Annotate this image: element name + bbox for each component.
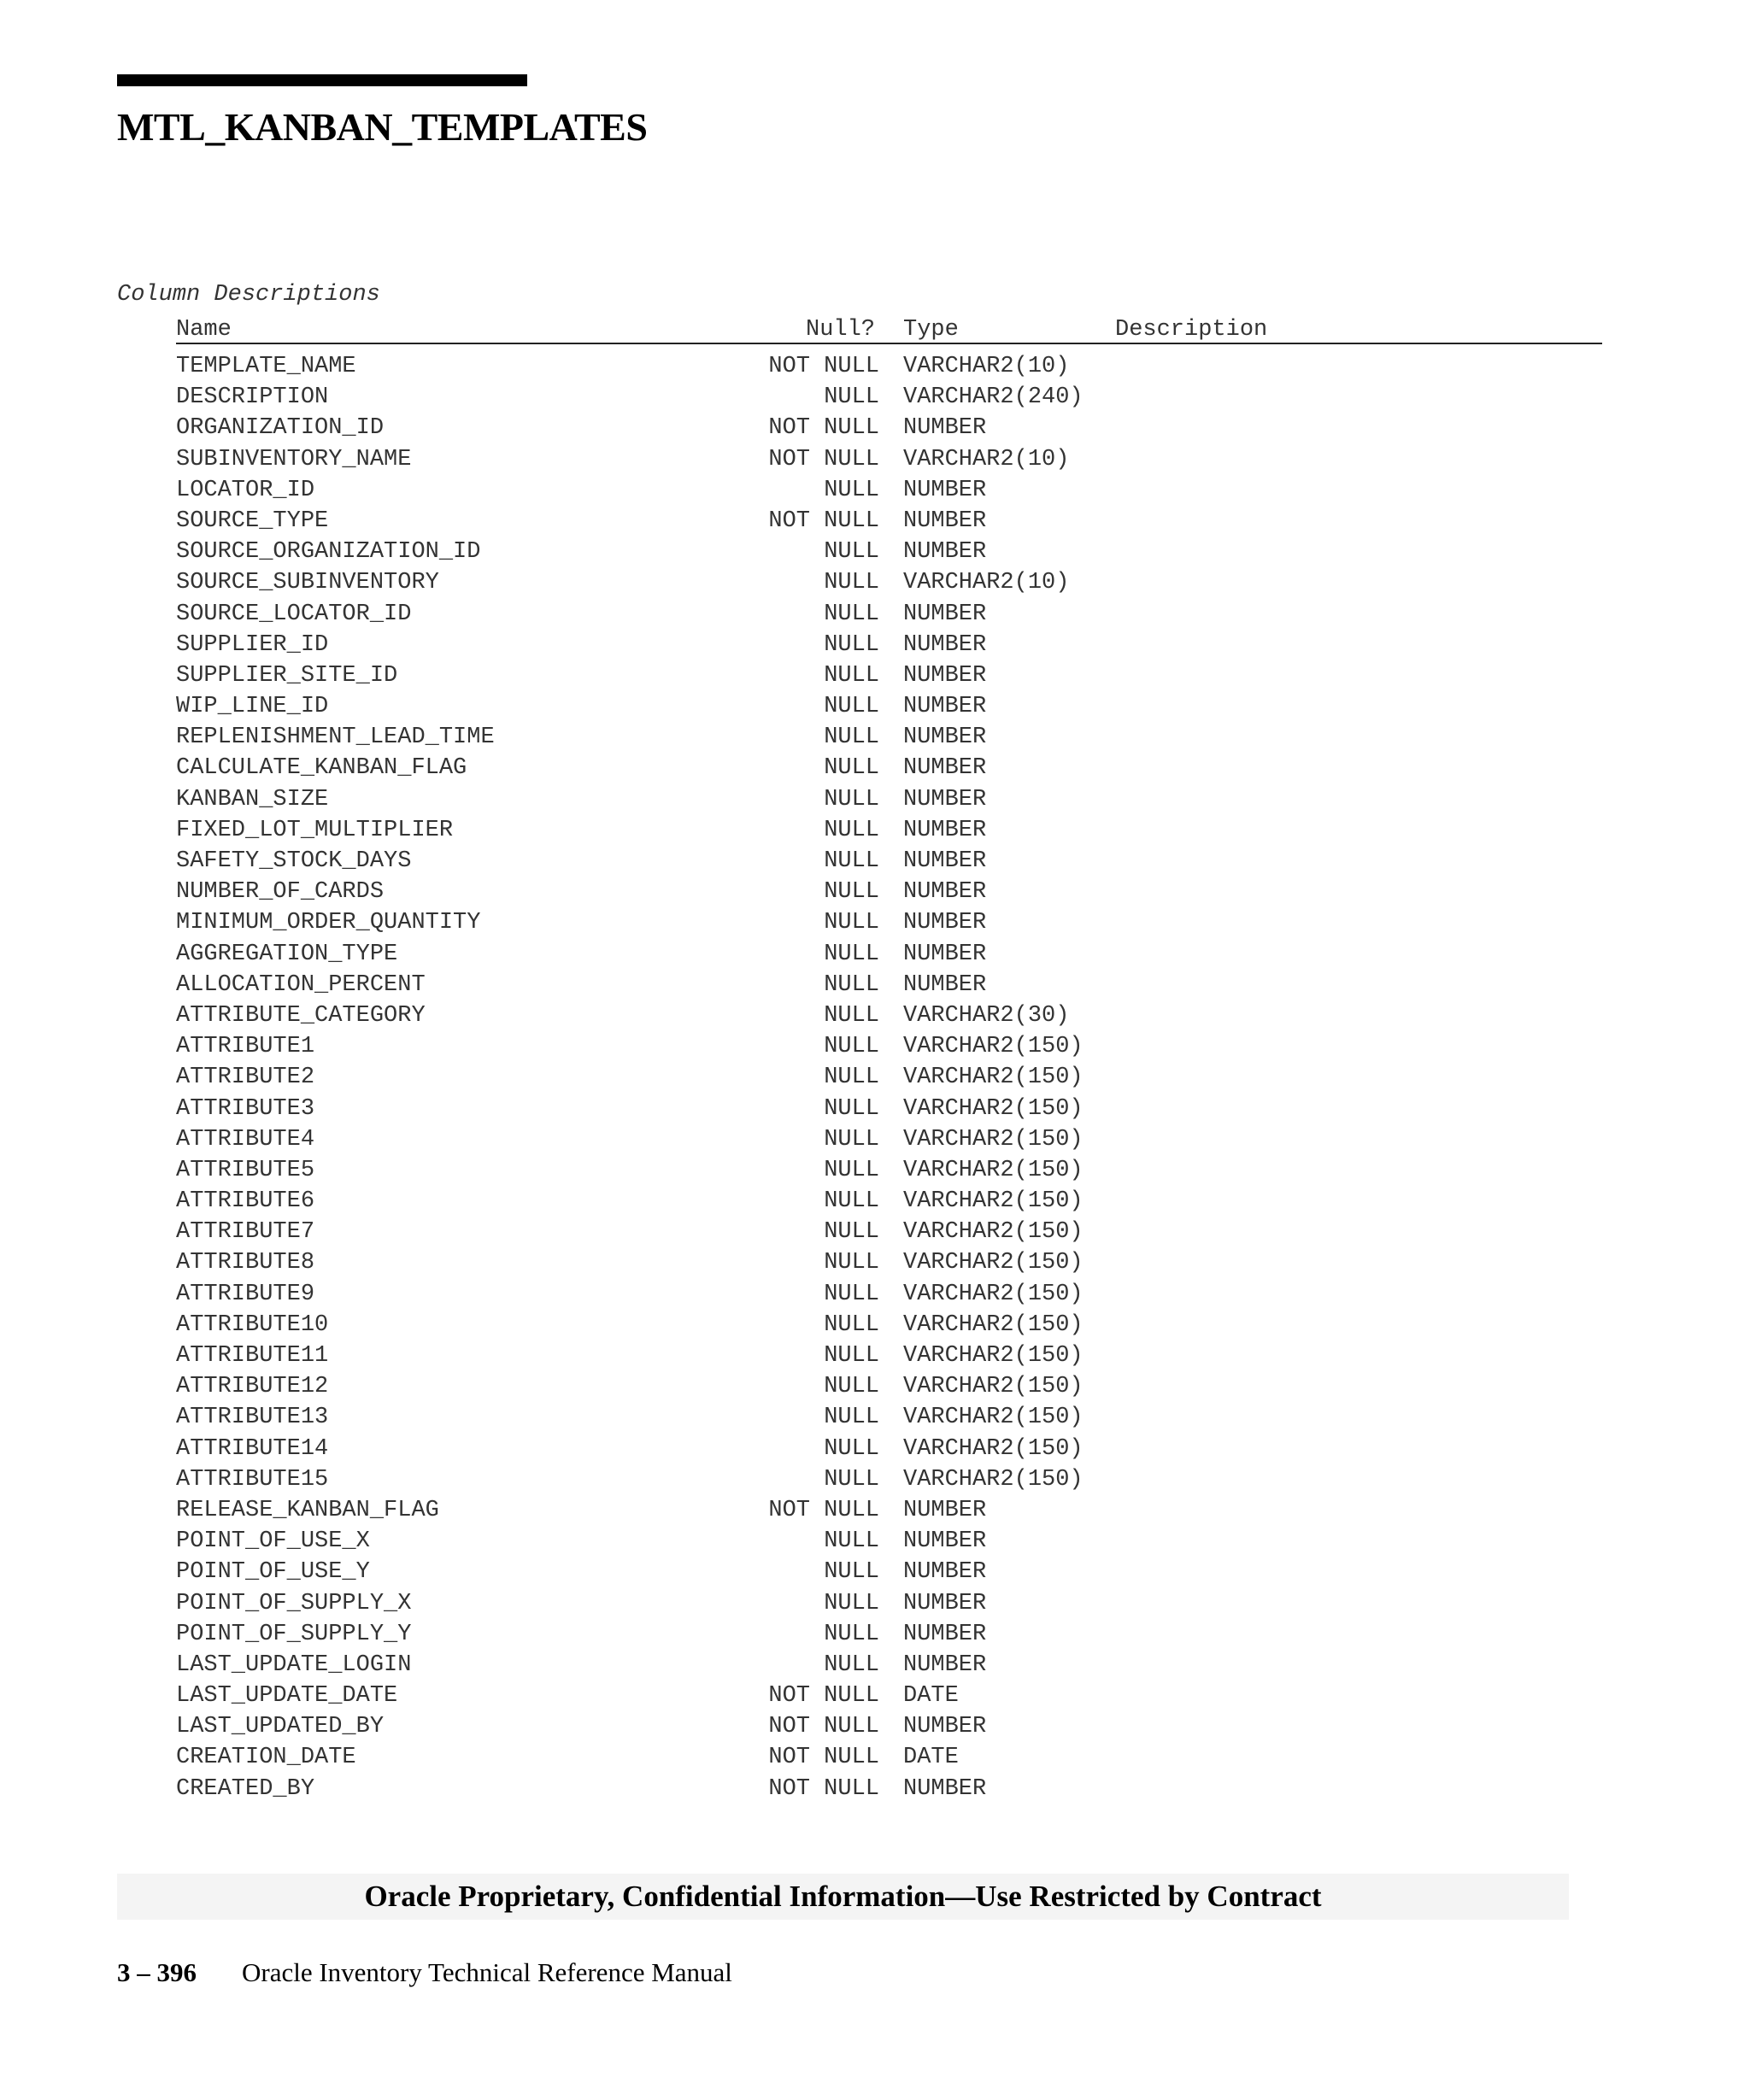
column-null: NULL xyxy=(824,1374,879,1400)
column-name: ATTRIBUTE10 xyxy=(176,1311,329,1338)
table-row xyxy=(0,1650,1750,1681)
column-type: VARCHAR2(150) xyxy=(903,1157,1083,1183)
table-row xyxy=(0,1619,1750,1650)
column-null: NULL xyxy=(824,1651,879,1678)
column-null: NULL xyxy=(824,1435,879,1462)
table-row xyxy=(0,939,1750,970)
header-null: Null? xyxy=(806,317,876,343)
table-row xyxy=(0,1588,1750,1619)
column-type: NUMBER xyxy=(903,601,987,627)
column-type: VARCHAR2(150) xyxy=(903,1343,1083,1369)
column-null: NULL xyxy=(824,786,879,812)
column-name: LOCATOR_ID xyxy=(176,477,315,503)
column-type: NUMBER xyxy=(903,1775,987,1802)
table-row xyxy=(0,1774,1750,1804)
column-null: NULL xyxy=(824,971,879,998)
column-type: VARCHAR2(150) xyxy=(903,1095,1083,1122)
column-null: NULL xyxy=(824,1590,879,1616)
column-type: VARCHAR2(10) xyxy=(903,446,1070,472)
column-type: NUMBER xyxy=(903,786,987,812)
column-type: NUMBER xyxy=(903,1590,987,1616)
column-name: LAST_UPDATE_DATE xyxy=(176,1683,398,1710)
column-null: NULL xyxy=(824,1281,879,1307)
column-null: NOT NULL xyxy=(768,1775,879,1802)
table-row xyxy=(0,1247,1750,1278)
table-row xyxy=(0,970,1750,1000)
column-name: ATTRIBUTE_CATEGORY xyxy=(176,1002,426,1029)
table-row xyxy=(0,815,1750,846)
column-null: NULL xyxy=(824,631,879,658)
column-name: SUPPLIER_SITE_ID xyxy=(176,662,398,689)
table-row xyxy=(0,599,1750,630)
column-null: NULL xyxy=(824,724,879,751)
table-row xyxy=(0,413,1750,443)
table-row xyxy=(0,1186,1750,1217)
table-row xyxy=(0,382,1750,413)
column-name: KANBAN_SIZE xyxy=(176,786,329,812)
column-name: SUPPLIER_ID xyxy=(176,631,329,658)
column-name: FIXED_LOT_MULTIPLIER xyxy=(176,817,454,843)
table-row xyxy=(0,1340,1750,1371)
column-type: NUMBER xyxy=(903,694,987,720)
table-row xyxy=(0,1371,1750,1402)
page-title: MTL_KANBAN_TEMPLATES xyxy=(117,105,648,149)
table-row xyxy=(0,1434,1750,1464)
column-name: ATTRIBUTE6 xyxy=(176,1188,315,1215)
column-name: SOURCE_TYPE xyxy=(176,507,329,534)
table-row xyxy=(0,506,1750,537)
column-null: NULL xyxy=(824,1219,879,1246)
table-row xyxy=(0,567,1750,598)
column-name: POINT_OF_USE_Y xyxy=(176,1559,370,1586)
column-name: MINIMUM_ORDER_QUANTITY xyxy=(176,910,481,936)
column-type: VARCHAR2(150) xyxy=(903,1405,1083,1431)
header-name: Name xyxy=(176,317,232,343)
column-type: NUMBER xyxy=(903,1528,987,1555)
column-type: NUMBER xyxy=(903,662,987,689)
title-rule xyxy=(117,74,527,86)
column-type: NUMBER xyxy=(903,1497,987,1523)
header-rule xyxy=(176,343,1602,344)
table-row xyxy=(0,722,1750,753)
column-null: NOT NULL xyxy=(768,1714,879,1740)
column-null: NOT NULL xyxy=(768,415,879,442)
column-null: NULL xyxy=(824,1405,879,1431)
column-null: NULL xyxy=(824,1157,879,1183)
column-type: VARCHAR2(150) xyxy=(903,1250,1083,1276)
table-row xyxy=(0,660,1750,691)
column-null: NULL xyxy=(824,1002,879,1029)
table-row xyxy=(0,784,1750,815)
table-row xyxy=(0,351,1750,382)
column-type: NUMBER xyxy=(903,415,987,442)
table-row xyxy=(0,907,1750,938)
column-name: ATTRIBUTE15 xyxy=(176,1466,329,1493)
column-null: NULL xyxy=(824,1034,879,1060)
table-row xyxy=(0,1711,1750,1742)
column-name: DESCRIPTION xyxy=(176,384,329,411)
column-type: VARCHAR2(150) xyxy=(903,1435,1083,1462)
column-name: CREATED_BY xyxy=(176,1775,315,1802)
column-type: VARCHAR2(150) xyxy=(903,1281,1083,1307)
column-name: AGGREGATION_TYPE xyxy=(176,941,398,967)
column-null: NULL xyxy=(824,601,879,627)
column-null: NULL xyxy=(824,1528,879,1555)
column-null: NULL xyxy=(824,941,879,967)
column-type: VARCHAR2(150) xyxy=(903,1311,1083,1338)
column-null: NULL xyxy=(824,1095,879,1122)
column-null: NULL xyxy=(824,539,879,566)
table-row xyxy=(0,1094,1750,1124)
column-null: NULL xyxy=(824,1188,879,1215)
table-row xyxy=(0,753,1750,783)
column-null: NULL xyxy=(824,1621,879,1647)
column-null: NULL xyxy=(824,694,879,720)
column-null: NULL xyxy=(824,848,879,874)
table-row xyxy=(0,475,1750,506)
column-name: SOURCE_SUBINVENTORY xyxy=(176,570,439,596)
column-name: ORGANIZATION_ID xyxy=(176,415,385,442)
column-name: LAST_UPDATED_BY xyxy=(176,1714,385,1740)
column-name: CALCULATE_KANBAN_FLAG xyxy=(176,755,467,782)
confidential-banner: Oracle Proprietary, Confidential Information––Use Restricted by Contract xyxy=(117,1874,1569,1920)
column-null: NULL xyxy=(824,1126,879,1153)
column-type: NUMBER xyxy=(903,755,987,782)
column-name: SOURCE_ORGANIZATION_ID xyxy=(176,539,481,566)
column-type: NUMBER xyxy=(903,817,987,843)
column-type: NUMBER xyxy=(903,507,987,534)
column-type: NUMBER xyxy=(903,941,987,967)
column-name: WIP_LINE_ID xyxy=(176,694,329,720)
table-row xyxy=(0,1000,1750,1031)
table-row xyxy=(0,1310,1750,1340)
column-null: NULL xyxy=(824,1343,879,1369)
table-row xyxy=(0,537,1750,567)
column-null: NULL xyxy=(824,1065,879,1091)
table-row xyxy=(0,1464,1750,1495)
column-name: ATTRIBUTE3 xyxy=(176,1095,315,1122)
header-description: Description xyxy=(1115,317,1268,343)
column-type: VARCHAR2(150) xyxy=(903,1219,1083,1246)
column-null: NOT NULL xyxy=(768,1497,879,1523)
column-type: NUMBER xyxy=(903,1559,987,1586)
column-type: VARCHAR2(150) xyxy=(903,1188,1083,1215)
section-label: Column Descriptions xyxy=(117,282,380,308)
page-number: 3 – 396 xyxy=(117,1957,197,1987)
table-row xyxy=(0,1495,1750,1526)
table-row xyxy=(0,1402,1750,1433)
column-type: NUMBER xyxy=(903,1621,987,1647)
column-name: ATTRIBUTE8 xyxy=(176,1250,315,1276)
column-name: ATTRIBUTE11 xyxy=(176,1343,329,1369)
column-name: POINT_OF_SUPPLY_Y xyxy=(176,1621,412,1647)
column-name: LAST_UPDATE_LOGIN xyxy=(176,1651,412,1678)
column-type: NUMBER xyxy=(903,848,987,874)
column-name: ATTRIBUTE7 xyxy=(176,1219,315,1246)
column-name: CREATION_DATE xyxy=(176,1745,356,1771)
column-type: NUMBER xyxy=(903,879,987,906)
column-null: NOT NULL xyxy=(768,1745,879,1771)
column-name: SAFETY_STOCK_DAYS xyxy=(176,848,412,874)
column-name: SUBINVENTORY_NAME xyxy=(176,446,412,472)
column-null: NULL xyxy=(824,1559,879,1586)
column-null: NOT NULL xyxy=(768,507,879,534)
column-null: NULL xyxy=(824,570,879,596)
column-name: ATTRIBUTE12 xyxy=(176,1374,329,1400)
table-row xyxy=(0,1557,1750,1587)
table-row xyxy=(0,877,1750,907)
column-name: ATTRIBUTE14 xyxy=(176,1435,329,1462)
column-type: NUMBER xyxy=(903,631,987,658)
column-type: VARCHAR2(150) xyxy=(903,1374,1083,1400)
column-name: ATTRIBUTE5 xyxy=(176,1157,315,1183)
table-row xyxy=(0,1031,1750,1062)
column-name: ATTRIBUTE4 xyxy=(176,1126,315,1153)
column-name: REPLENISHMENT_LEAD_TIME xyxy=(176,724,495,751)
column-type: NUMBER xyxy=(903,1714,987,1740)
manual-title: Oracle Inventory Technical Reference Manual xyxy=(242,1957,732,1987)
column-name: NUMBER_OF_CARDS xyxy=(176,879,385,906)
column-null: NOT NULL xyxy=(768,354,879,379)
column-null: NULL xyxy=(824,879,879,906)
column-name: ATTRIBUTE1 xyxy=(176,1034,315,1060)
column-null: NULL xyxy=(824,755,879,782)
header-type: Type xyxy=(903,317,959,343)
column-type: VARCHAR2(150) xyxy=(903,1034,1083,1060)
table-row xyxy=(0,846,1750,877)
column-name: ATTRIBUTE13 xyxy=(176,1405,329,1431)
table-row xyxy=(0,1062,1750,1093)
column-type: VARCHAR2(150) xyxy=(903,1065,1083,1091)
column-null: NULL xyxy=(824,477,879,503)
column-name: POINT_OF_USE_X xyxy=(176,1528,370,1555)
column-type: VARCHAR2(10) xyxy=(903,570,1070,596)
column-null: NULL xyxy=(824,662,879,689)
column-null: NULL xyxy=(824,384,879,411)
column-null: NULL xyxy=(824,910,879,936)
column-type: NUMBER xyxy=(903,910,987,936)
column-null: NULL xyxy=(824,1311,879,1338)
table-row xyxy=(0,630,1750,660)
column-name: TEMPLATE_NAME xyxy=(176,354,356,379)
column-type: VARCHAR2(10) xyxy=(903,354,1070,379)
column-null: NULL xyxy=(824,817,879,843)
column-type: DATE xyxy=(903,1745,959,1771)
table-row xyxy=(0,1155,1750,1186)
column-type: VARCHAR2(150) xyxy=(903,1466,1083,1493)
column-type: DATE xyxy=(903,1683,959,1710)
table-row xyxy=(0,1526,1750,1557)
column-name: SOURCE_LOCATOR_ID xyxy=(176,601,412,627)
column-type: NUMBER xyxy=(903,724,987,751)
column-table xyxy=(0,351,1750,1804)
column-null: NOT NULL xyxy=(768,446,879,472)
table-row xyxy=(0,1742,1750,1773)
column-type: NUMBER xyxy=(903,477,987,503)
column-type: NUMBER xyxy=(903,539,987,566)
column-null: NOT NULL xyxy=(768,1683,879,1710)
column-name: ATTRIBUTE2 xyxy=(176,1065,315,1091)
column-name: POINT_OF_SUPPLY_X xyxy=(176,1590,412,1616)
table-row xyxy=(0,691,1750,722)
table-row xyxy=(0,1124,1750,1155)
column-type: NUMBER xyxy=(903,971,987,998)
column-null: NULL xyxy=(824,1250,879,1276)
column-type: NUMBER xyxy=(903,1651,987,1678)
table-row xyxy=(0,1279,1750,1310)
table-row xyxy=(0,1217,1750,1247)
column-type: VARCHAR2(30) xyxy=(903,1002,1070,1029)
column-name: ATTRIBUTE9 xyxy=(176,1281,315,1307)
column-name: ALLOCATION_PERCENT xyxy=(176,971,426,998)
table-row xyxy=(0,444,1750,475)
column-name: RELEASE_KANBAN_FLAG xyxy=(176,1497,439,1523)
table-row xyxy=(0,1681,1750,1711)
column-type: VARCHAR2(150) xyxy=(903,1126,1083,1153)
column-null: NULL xyxy=(824,1466,879,1493)
column-type: VARCHAR2(240) xyxy=(903,384,1083,411)
